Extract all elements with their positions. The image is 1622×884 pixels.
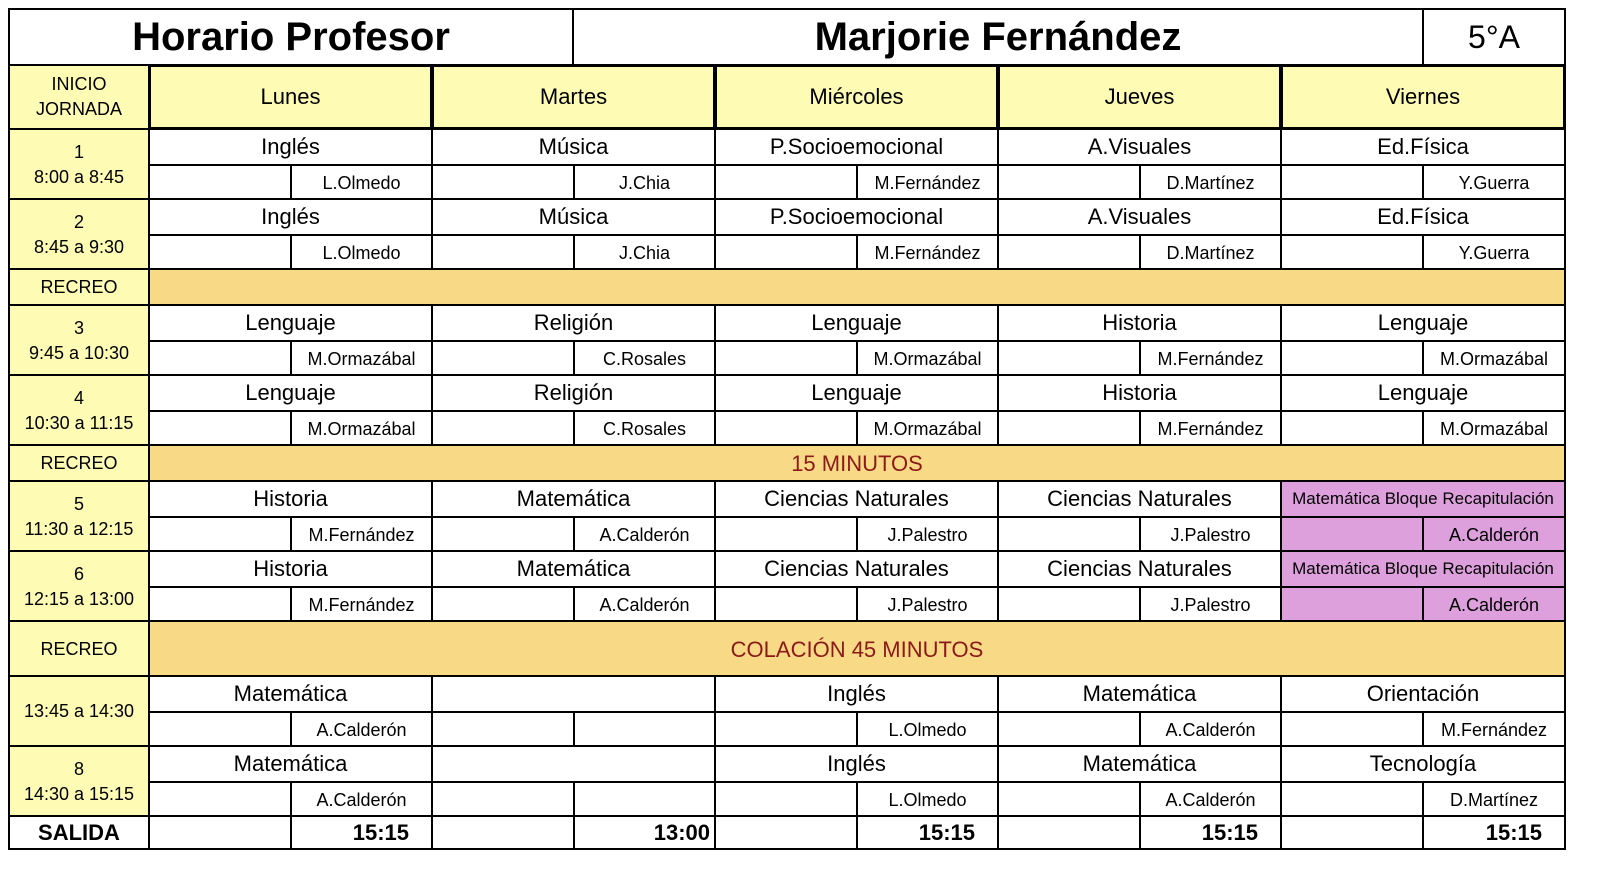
teacher-cell: J.Palestro — [1139, 516, 1282, 554]
subject-cell: A.Visuales — [997, 198, 1282, 236]
empty-subcell — [997, 410, 1141, 448]
empty-subcell — [431, 586, 575, 624]
teacher-cell: M.Fernández — [1422, 711, 1566, 749]
teacher-cell: M.Fernández — [1139, 340, 1282, 378]
empty-subcell — [148, 781, 292, 819]
subject-cell: Religión — [431, 374, 716, 412]
page-title: Horario Profesor — [8, 8, 574, 66]
period-label — [8, 374, 150, 448]
teacher-cell: J.Palestro — [1139, 586, 1282, 624]
period-number: 3 — [73, 317, 84, 338]
subject-cell: Música — [431, 128, 716, 166]
subject-cell: Matemática — [148, 745, 433, 783]
empty-subcell — [997, 516, 1141, 554]
empty-subcell — [714, 711, 858, 749]
break-band: 15 MINUTOS — [148, 444, 1566, 484]
empty-subcell — [1280, 516, 1424, 554]
empty-subcell — [1280, 410, 1424, 448]
teacher-cell: A.Calderón — [573, 586, 716, 624]
subject-cell: P.Socioemocional — [714, 198, 999, 236]
break-band: COLACIÓN 45 MINUTOS — [148, 620, 1566, 679]
teacher-cell: A.Calderón — [573, 516, 716, 554]
period-number: 6 — [73, 563, 84, 584]
subject-cell: Ed.Física — [1280, 128, 1566, 166]
period-number: 2 — [73, 211, 84, 232]
exit-time-5: 15:15 — [1422, 815, 1566, 850]
day-header-4: Jueves — [997, 64, 1282, 130]
subject-cell: Ciencias Naturales — [997, 480, 1282, 518]
period-label — [8, 128, 150, 202]
empty-subcell — [148, 516, 292, 554]
teacher-cell: M.Ormazábal — [290, 410, 433, 448]
teacher-cell: M.Ormazábal — [1422, 410, 1566, 448]
teacher-cell: A.Calderón — [290, 781, 433, 819]
exit-label: SALIDA — [8, 815, 150, 850]
empty-subcell — [431, 234, 575, 272]
period-label — [8, 198, 150, 272]
course-label: 5°A — [1422, 8, 1566, 66]
subject-cell: Lenguaje — [1280, 374, 1566, 412]
teacher-cell: J.Chia — [573, 164, 716, 202]
period-time: 14:30 a 15:15 — [23, 784, 135, 804]
teacher-cell — [573, 711, 716, 749]
empty-subcell — [148, 586, 292, 624]
teacher-cell: M.Fernández — [856, 234, 999, 272]
subject-cell: Música — [431, 198, 716, 236]
period-number: 5 — [73, 493, 84, 514]
subject-cell: Matemática — [148, 675, 433, 713]
subject-cell: Matemática — [997, 675, 1282, 713]
teacher-cell: C.Rosales — [573, 340, 716, 378]
period-time: 12:15 a 13:00 — [23, 589, 135, 609]
period-label — [8, 480, 150, 554]
subject-cell: Inglés — [148, 128, 433, 166]
subject-cell: Matemática — [431, 550, 716, 588]
teacher-cell: D.Martínez — [1422, 781, 1566, 819]
empty-subcell — [714, 586, 858, 624]
teacher-cell: Y.Guerra — [1422, 164, 1566, 202]
break-label: RECREO — [8, 620, 150, 679]
teacher-cell: M.Ormazábal — [856, 410, 999, 448]
empty-subcell — [714, 781, 858, 819]
teacher-cell — [573, 781, 716, 819]
empty-subcell — [431, 815, 575, 850]
subject-cell: Inglés — [714, 675, 999, 713]
subject-cell: Ciencias Naturales — [997, 550, 1282, 588]
period-time: 9:45 a 10:30 — [28, 343, 130, 363]
exit-time-1: 15:15 — [290, 815, 433, 850]
period-time: 8:00 a 8:45 — [33, 167, 125, 187]
start-label-line: JORNADA — [35, 99, 122, 119]
empty-subcell — [997, 234, 1141, 272]
empty-subcell — [714, 410, 858, 448]
subject-cell: Lenguaje — [1280, 304, 1566, 342]
teacher-cell: A.Calderón — [1139, 711, 1282, 749]
subject-cell: Ciencias Naturales — [714, 550, 999, 588]
empty-subcell — [148, 815, 292, 850]
teacher-cell: J.Palestro — [856, 586, 999, 624]
empty-subcell — [997, 815, 1141, 850]
teacher-cell: L.Olmedo — [856, 781, 999, 819]
subject-cell: Matemática — [997, 745, 1282, 783]
teacher-cell: M.Fernández — [290, 516, 433, 554]
exit-time-4: 15:15 — [1139, 815, 1282, 850]
day-header-5: Viernes — [1280, 64, 1566, 130]
empty-subcell — [1280, 781, 1424, 819]
empty-subcell — [1280, 340, 1424, 378]
subject-cell: Matemática Bloque Recapitulación — [1280, 480, 1566, 518]
teacher-cell: D.Martínez — [1139, 234, 1282, 272]
period-number: 4 — [73, 387, 84, 408]
empty-subcell — [997, 164, 1141, 202]
subject-cell: Matemática — [431, 480, 716, 518]
teacher-cell: M.Ormazábal — [1422, 340, 1566, 378]
exit-time-3: 15:15 — [856, 815, 999, 850]
teacher-cell: M.Ormazábal — [856, 340, 999, 378]
empty-subcell — [431, 781, 575, 819]
teacher-cell: L.Olmedo — [856, 711, 999, 749]
subject-cell: Orientación — [1280, 675, 1566, 713]
exit-time-2: 13:00 — [573, 815, 716, 850]
period-number: 8 — [73, 758, 84, 779]
period-time: 10:30 a 11:15 — [24, 413, 134, 433]
break-label: RECREO — [8, 444, 150, 484]
subject-cell: Historia — [997, 304, 1282, 342]
teacher-cell: M.Ormazábal — [290, 340, 433, 378]
empty-subcell — [997, 340, 1141, 378]
teacher-cell: D.Martínez — [1139, 164, 1282, 202]
teacher-cell: L.Olmedo — [290, 234, 433, 272]
empty-subcell — [714, 340, 858, 378]
period-number: 1 — [73, 141, 84, 162]
subject-cell: Ed.Física — [1280, 198, 1566, 236]
subject-cell: Historia — [148, 480, 433, 518]
empty-subcell — [714, 234, 858, 272]
empty-subcell — [148, 234, 292, 272]
start-label-line: INICIO — [51, 73, 107, 94]
period-time: 13:45 a 14:30 — [23, 701, 135, 722]
empty-subcell — [1280, 711, 1424, 749]
day-header-3: Miércoles — [714, 64, 999, 130]
period-label — [8, 745, 150, 819]
empty-subcell — [431, 340, 575, 378]
subject-cell: Historia — [148, 550, 433, 588]
teacher-cell: A.Calderón — [1422, 586, 1566, 624]
teacher-cell: L.Olmedo — [290, 164, 433, 202]
day-header-2: Martes — [431, 64, 716, 130]
empty-subcell — [714, 164, 858, 202]
empty-subcell — [431, 711, 575, 749]
empty-subcell — [148, 164, 292, 202]
period-label — [8, 304, 150, 378]
teacher-cell: A.Calderón — [1139, 781, 1282, 819]
empty-subcell — [714, 815, 858, 850]
period-label — [8, 550, 150, 624]
teacher-cell: J.Palestro — [856, 516, 999, 554]
empty-subcell — [148, 340, 292, 378]
subject-cell: Religión — [431, 304, 716, 342]
teacher-name: Marjorie Fernández — [572, 8, 1424, 66]
empty-subcell — [431, 516, 575, 554]
subject-cell — [431, 675, 716, 713]
subject-cell: Lenguaje — [148, 374, 433, 412]
subject-cell: Matemática Bloque Recapitulación — [1280, 550, 1566, 588]
empty-subcell — [431, 410, 575, 448]
teacher-cell: M.Fernández — [290, 586, 433, 624]
subject-cell — [431, 745, 716, 783]
teacher-cell: A.Calderón — [290, 711, 433, 749]
empty-subcell — [997, 586, 1141, 624]
subject-cell: Lenguaje — [714, 374, 999, 412]
break-band — [148, 268, 1566, 308]
start-label — [8, 64, 150, 130]
subject-cell: Inglés — [148, 198, 433, 236]
subject-cell: A.Visuales — [997, 128, 1282, 166]
teacher-cell: C.Rosales — [573, 410, 716, 448]
period-time: 8:45 a 9:30 — [33, 237, 125, 257]
day-header-1: Lunes — [148, 64, 433, 130]
empty-subcell — [1280, 586, 1424, 624]
empty-subcell — [1280, 234, 1424, 272]
empty-subcell — [997, 711, 1141, 749]
subject-cell: Lenguaje — [714, 304, 999, 342]
empty-subcell — [1280, 164, 1424, 202]
empty-subcell — [997, 781, 1141, 819]
teacher-cell: M.Fernández — [856, 164, 999, 202]
subject-cell: P.Socioemocional — [714, 128, 999, 166]
subject-cell: Historia — [997, 374, 1282, 412]
break-label: RECREO — [8, 268, 150, 308]
subject-cell: Tecnología — [1280, 745, 1566, 783]
teacher-cell: M.Fernández — [1139, 410, 1282, 448]
empty-subcell — [1280, 815, 1424, 850]
period-label — [8, 675, 150, 749]
empty-subcell — [148, 711, 292, 749]
empty-subcell — [431, 164, 575, 202]
teacher-cell: A.Calderón — [1422, 516, 1566, 554]
subject-cell: Inglés — [714, 745, 999, 783]
teacher-cell: J.Chia — [573, 234, 716, 272]
empty-subcell — [148, 410, 292, 448]
subject-cell: Ciencias Naturales — [714, 480, 999, 518]
subject-cell: Lenguaje — [148, 304, 433, 342]
empty-subcell — [714, 516, 858, 554]
teacher-cell: Y.Guerra — [1422, 234, 1566, 272]
period-time: 11:30 a 12:15 — [24, 519, 134, 539]
